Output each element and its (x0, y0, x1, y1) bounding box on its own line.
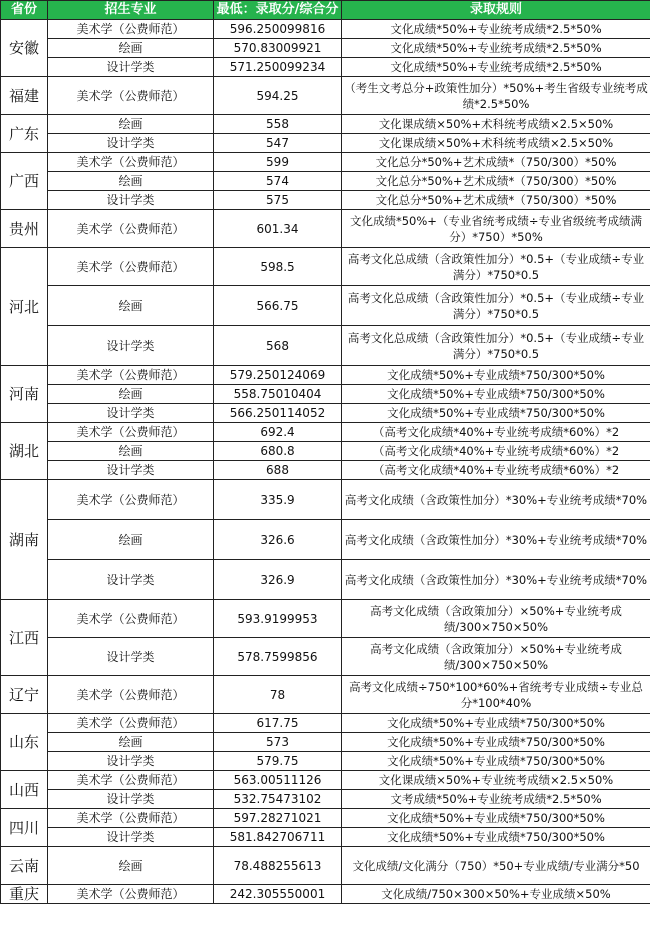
major-cell: 绘画 (48, 286, 214, 326)
table-row (1, 404, 650, 423)
table-row (1, 733, 650, 752)
table-row (1, 714, 650, 733)
rule-cell: （考生文考总分+政策性加分）*50%+考生省级专业统考成绩*2.5*50% (342, 77, 650, 115)
score-cell: 78 (214, 676, 342, 714)
table-row (1, 520, 650, 560)
rule-cell: 文化成绩*50%+专业成绩*750/300*50% (342, 828, 650, 847)
header-rule: 录取规则 (342, 1, 650, 20)
rule-cell: 文考成绩*50%+专业统考成绩*2.5*50% (342, 790, 650, 809)
major-cell: 美术学（公费师范） (48, 423, 214, 442)
major-cell: 绘画 (48, 385, 214, 404)
score-cell: 601.34 (214, 210, 342, 248)
header-province: 省份 (1, 1, 48, 20)
table-row (1, 326, 650, 366)
province-cell: 山东 (1, 714, 48, 771)
major-cell: 设计学类 (48, 790, 214, 809)
score-cell: 579.75 (214, 752, 342, 771)
score-cell: 574 (214, 172, 342, 191)
table-row (1, 248, 650, 286)
score-cell: 598.5 (214, 248, 342, 286)
table-row (1, 423, 650, 442)
major-cell: 美术学（公费师范） (48, 771, 214, 790)
rule-cell: 高考文化成绩（含政策加分）×50%+专业统考成绩/300×750×50% (342, 638, 650, 676)
province-cell: 江西 (1, 600, 48, 676)
score-cell: 326.9 (214, 560, 342, 600)
rule-cell: 文化成绩/文化满分（750）*50+专业成绩/专业满分*50 (342, 847, 650, 885)
major-cell: 设计学类 (48, 326, 214, 366)
rule-cell: 文化成绩*50%+专业成绩*750/300*50% (342, 366, 650, 385)
table-row (1, 752, 650, 771)
table-row (1, 828, 650, 847)
rule-cell: 文化成绩*50%+专业成绩*750/300*50% (342, 714, 650, 733)
table-row (1, 847, 650, 885)
table-row (1, 638, 650, 676)
rule-cell: 文化成绩*50%+（专业省统考成绩÷专业省级统考成绩满分）*750）*50% (342, 210, 650, 248)
rule-cell: 文化成绩*50%+专业统考成绩*2.5*50% (342, 58, 650, 77)
rule-cell: （高考文化成绩*40%+专业统考成绩*60%）*2 (342, 423, 650, 442)
score-cell: 78.488255613 (214, 847, 342, 885)
major-cell: 美术学（公费师范） (48, 210, 214, 248)
major-cell: 绘画 (48, 39, 214, 58)
score-cell: 581.842706711 (214, 828, 342, 847)
score-cell: 335.9 (214, 480, 342, 520)
score-cell: 688 (214, 461, 342, 480)
major-cell: 美术学（公费师范） (48, 248, 214, 286)
major-cell: 美术学（公费师范） (48, 600, 214, 638)
table-row (1, 77, 650, 115)
rule-cell: 高考文化成绩÷750*100*60%+省统考专业成绩÷专业总分*100*40% (342, 676, 650, 714)
rule-cell: 文化成绩*50%+专业成绩*750/300*50% (342, 385, 650, 404)
table-row (1, 210, 650, 248)
score-cell: 558 (214, 115, 342, 134)
major-cell: 设计学类 (48, 828, 214, 847)
province-cell: 四川 (1, 809, 48, 847)
major-cell: 设计学类 (48, 461, 214, 480)
rule-cell: 高考文化成绩（含政策性加分）*30%+专业统考成绩*70% (342, 560, 650, 600)
province-cell: 湖南 (1, 480, 48, 600)
province-cell: 广东 (1, 115, 48, 153)
rule-cell: 高考文化成绩（含政策性加分）*30%+专业统考成绩*70% (342, 480, 650, 520)
score-cell: 573 (214, 733, 342, 752)
rule-cell: 文化课成绩×50%+术科统考成绩×2.5×50% (342, 115, 650, 134)
rule-cell: 文化成绩*50%+专业统考成绩*2.5*50% (342, 20, 650, 39)
table-row (1, 480, 650, 520)
province-cell: 河南 (1, 366, 48, 423)
score-cell: 594.25 (214, 77, 342, 115)
score-cell: 566.250114052 (214, 404, 342, 423)
rule-cell: 文化成绩*50%+专业成绩*750/300*50% (342, 733, 650, 752)
table-row (1, 366, 650, 385)
score-cell: 563.00511126 (214, 771, 342, 790)
rule-cell: 高考文化成绩（含政策性加分）*30%+专业统考成绩*70% (342, 520, 650, 560)
score-cell: 692.4 (214, 423, 342, 442)
table-row (1, 153, 650, 172)
major-cell: 设计学类 (48, 560, 214, 600)
rule-cell: 文化成绩*50%+专业成绩*750/300*50% (342, 404, 650, 423)
table-row (1, 771, 650, 790)
rule-cell: 高考文化总成绩（含政策性加分）*0.5+（专业成绩÷专业满分）*750*0.5 (342, 286, 650, 326)
rule-cell: 文化成绩*50%+专业成绩*750/300*50% (342, 752, 650, 771)
major-cell: 设计学类 (48, 58, 214, 77)
province-cell: 重庆 (1, 885, 48, 904)
score-cell: 599 (214, 153, 342, 172)
table-row (1, 790, 650, 809)
major-cell: 设计学类 (48, 752, 214, 771)
major-cell: 美术学（公费师范） (48, 20, 214, 39)
major-cell: 美术学（公费师范） (48, 885, 214, 904)
table-row (1, 560, 650, 600)
province-cell: 广西 (1, 153, 48, 210)
province-cell: 辽宁 (1, 676, 48, 714)
rule-cell: 文化成绩*50%+专业统考成绩*2.5*50% (342, 39, 650, 58)
score-cell: 575 (214, 191, 342, 210)
major-cell: 美术学（公费师范） (48, 809, 214, 828)
major-cell: 绘画 (48, 172, 214, 191)
rule-cell: （高考文化成绩*40%+专业统考成绩*60%）*2 (342, 442, 650, 461)
rule-cell: 文化总分*50%+艺术成绩*（750/300）*50% (342, 172, 650, 191)
rule-cell: 高考文化总成绩（含政策性加分）*0.5+（专业成绩÷专业满分）*750*0.5 (342, 248, 650, 286)
score-cell: 578.7599856 (214, 638, 342, 676)
table-body (1, 20, 650, 904)
major-cell: 绘画 (48, 115, 214, 134)
table-row (1, 385, 650, 404)
score-cell: 570.83009921 (214, 39, 342, 58)
table-row (1, 442, 650, 461)
table-row (1, 191, 650, 210)
province-cell: 河北 (1, 248, 48, 366)
major-cell: 美术学（公费师范） (48, 714, 214, 733)
table-row (1, 676, 650, 714)
major-cell: 绘画 (48, 520, 214, 560)
major-cell: 绘画 (48, 847, 214, 885)
rule-cell: 高考文化成绩（含政策加分）×50%+专业统考成绩/300×750×50% (342, 600, 650, 638)
score-cell: 571.250099234 (214, 58, 342, 77)
province-cell: 安徽 (1, 20, 48, 77)
score-cell: 532.75473102 (214, 790, 342, 809)
score-cell: 617.75 (214, 714, 342, 733)
table-row (1, 600, 650, 638)
score-cell: 558.75010404 (214, 385, 342, 404)
major-cell: 设计学类 (48, 638, 214, 676)
score-cell: 326.6 (214, 520, 342, 560)
table-row (1, 115, 650, 134)
header-major: 招生专业 (48, 1, 214, 20)
rule-cell: 文化总分*50%+艺术成绩*（750/300）*50% (342, 153, 650, 172)
score-cell: 568 (214, 326, 342, 366)
table-row (1, 39, 650, 58)
rule-cell: 高考文化总成绩（含政策性加分）*0.5+（专业成绩÷专业满分）*750*0.5 (342, 326, 650, 366)
rule-cell: 文化成绩*50%+专业成绩*750/300*50% (342, 809, 650, 828)
major-cell: 美术学（公费师范） (48, 366, 214, 385)
rule-cell: 文化总分*50%+艺术成绩*（750/300）*50% (342, 191, 650, 210)
province-cell: 山西 (1, 771, 48, 809)
table-row (1, 885, 650, 904)
score-cell: 579.250124069 (214, 366, 342, 385)
major-cell: 绘画 (48, 733, 214, 752)
table-row (1, 461, 650, 480)
province-cell: 贵州 (1, 210, 48, 248)
table-row (1, 20, 650, 39)
province-cell: 湖北 (1, 423, 48, 480)
table-row (1, 286, 650, 326)
table-row (1, 172, 650, 191)
major-cell: 美术学（公费师范） (48, 676, 214, 714)
major-cell: 美术学（公费师范） (48, 77, 214, 115)
score-cell: 566.75 (214, 286, 342, 326)
major-cell: 绘画 (48, 442, 214, 461)
major-cell: 美术学（公费师范） (48, 153, 214, 172)
rule-cell: 文化课成绩×50%+术科统考成绩×2.5×50% (342, 134, 650, 153)
score-cell: 593.9199953 (214, 600, 342, 638)
major-cell: 设计学类 (48, 134, 214, 153)
table-row (1, 58, 650, 77)
header-score: 最低：录取分/综合分 (214, 1, 342, 20)
table-row (1, 809, 650, 828)
score-cell: 680.8 (214, 442, 342, 461)
score-cell: 547 (214, 134, 342, 153)
score-cell: 596.250099816 (214, 20, 342, 39)
rule-cell: 文化课成绩×50%+专业统考成绩×2.5×50% (342, 771, 650, 790)
province-cell: 福建 (1, 77, 48, 115)
major-cell: 设计学类 (48, 404, 214, 423)
province-cell: 云南 (1, 847, 48, 885)
rule-cell: 文化成绩/750×300×50%+专业成绩×50% (342, 885, 650, 904)
rule-cell: （高考文化成绩*40%+专业统考成绩*60%）*2 (342, 461, 650, 480)
major-cell: 设计学类 (48, 191, 214, 210)
table-row (1, 134, 650, 153)
score-cell: 597.28271021 (214, 809, 342, 828)
score-cell: 242.305550001 (214, 885, 342, 904)
header-row (1, 1, 650, 20)
major-cell: 美术学（公费师范） (48, 480, 214, 520)
